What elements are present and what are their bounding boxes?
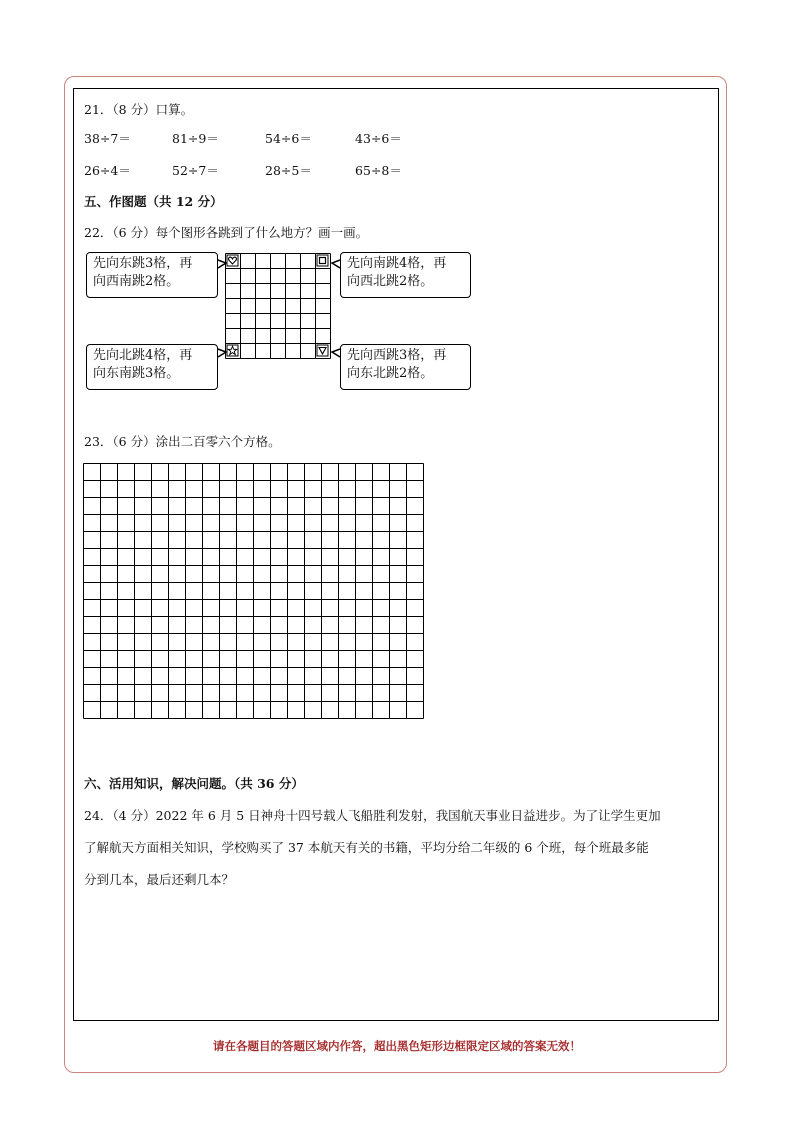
q21-item: 52÷7＝ (172, 163, 219, 178)
star-icon (227, 345, 238, 356)
q22-title: 22．（6 分）每个图形各跳到了什么地方？画一画。 (84, 225, 369, 240)
heart-icon (227, 255, 238, 266)
jump-grid-7x7 (225, 253, 332, 360)
q24-text-line: 了解航天方面相关知识，学校购买了 37 本航天有关的书籍，平均分给二年级的 6 个班，每个班最多能 (84, 840, 649, 855)
bubble-line: 先向北跳4格，再 (93, 348, 193, 363)
bubble-line: 向东南跳3格。 (93, 366, 180, 381)
bubble-line: 先向南跳4格，再 (347, 256, 447, 271)
section-5-heading: 五、作图题（共 12 分） (84, 194, 223, 209)
triangle-down-icon (317, 345, 328, 356)
bubble-line: 先向东跳3格，再 (93, 256, 193, 271)
q21-item: 81÷9＝ (172, 131, 219, 146)
bubble-tail (332, 349, 340, 357)
bubble-line: 向西北跳2格。 (347, 274, 434, 289)
square-icon (317, 255, 328, 266)
q21-item: 65÷8＝ (355, 163, 402, 178)
q21-title: 21．（8 分）口算。 (84, 102, 194, 117)
q21-item: 26÷4＝ (84, 163, 131, 178)
footer-warning: 请在各题目的答题区域内作答，超出黑色矩形边框限定区域的答案无效！ (213, 1039, 581, 1053)
q21-item: 28÷5＝ (265, 163, 312, 178)
q23-title: 23．（6 分）涂出二百零六个方格。 (84, 434, 281, 449)
bubble-line: 先向西跳3格，再 (347, 348, 447, 363)
q24-text-line: 24．（4 分）2022 年 6 月 5 日神舟十四号载人飞船胜利发射，我国航天事业日益进步。为了让学生更加 (84, 808, 661, 823)
section-6-heading: 六、活用知识，解决问题。（共 36 分） (84, 776, 304, 791)
q21-item: 54÷6＝ (265, 131, 312, 146)
bubble-line: 向东北跳2格。 (347, 366, 434, 381)
bubble-line: 向西南跳2格。 (93, 274, 180, 289)
q21-item: 43÷6＝ (355, 131, 402, 146)
grid-lines (84, 464, 424, 719)
grid-lines (226, 254, 331, 359)
q24-text-line: 分到几本，最后还剩几本？ (84, 872, 235, 887)
coloring-grid-20x15 (83, 463, 424, 719)
bubble-tail (332, 260, 340, 268)
q21-item: 38÷7＝ (84, 131, 131, 146)
